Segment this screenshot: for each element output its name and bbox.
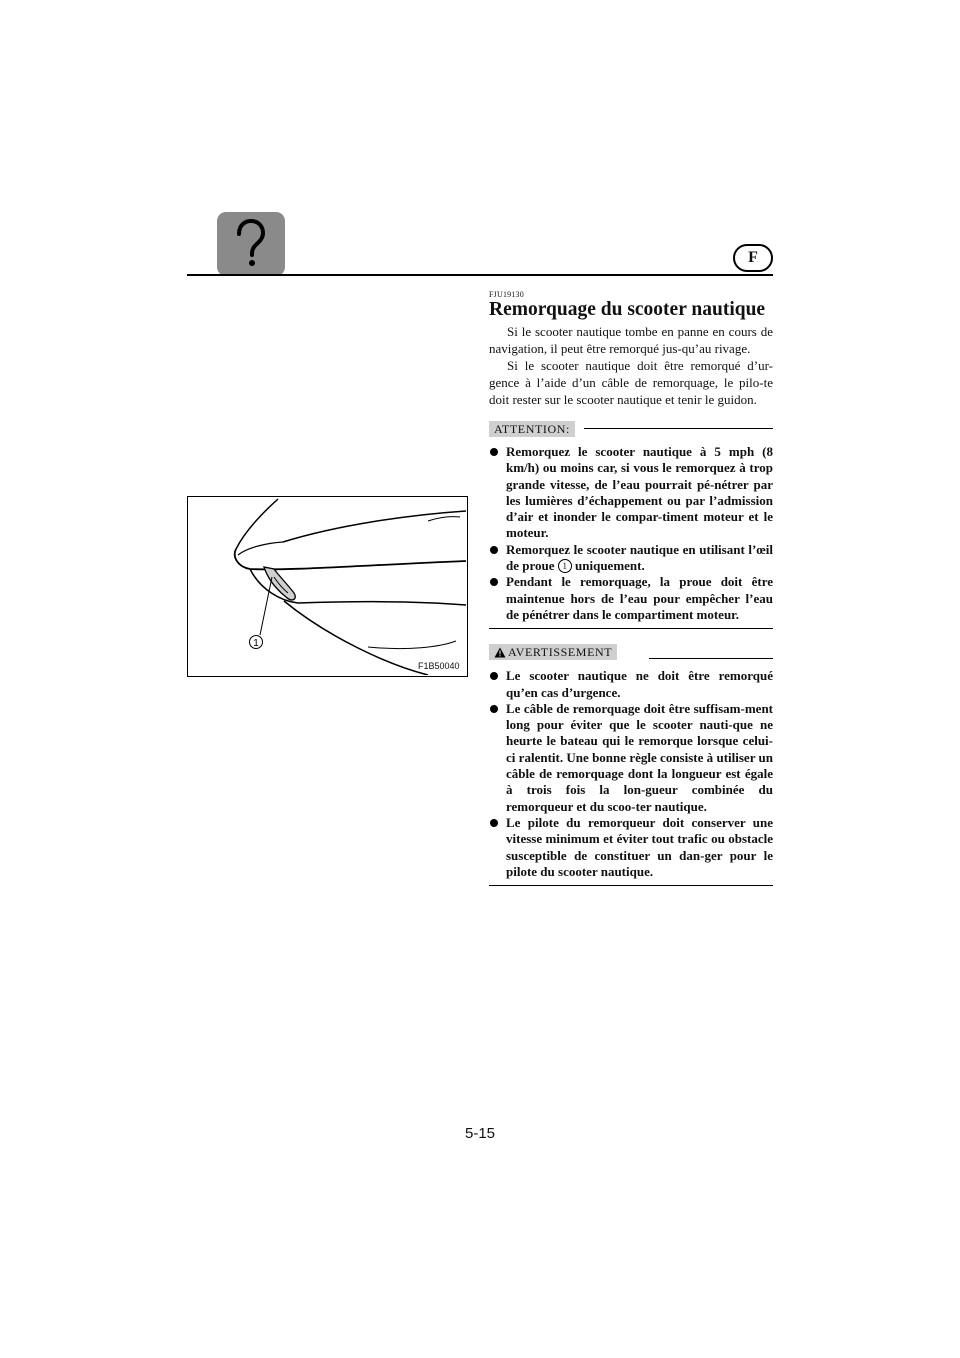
list-item: Le scooter nautique ne doit être remorqué qu’en cas d’urgence. [489,668,773,701]
list-item: Le câble de remorquage doit être suffisam-ment long pour éviter que le scooter nauti-que ne heurte le bateau qui le remorque lorsque celui-ci ralentit. Une bonne règle consiste à utiliser un câble de remorquage dont la longueur est égale à trois fois la lon-gueur combinée du remorqueur et du scoo-ter nautique. [489,701,773,815]
attention-list [489,444,773,623]
warning-list [489,668,773,880]
paragraph: Si le scooter nautique doit être remorqué d’ur-gence à l’aide d’un câble de remorquage, le pilo-te doit rester sur le scooter nautique et tenir le guidon. [489,358,773,407]
header-rule [187,274,773,276]
warning-closing-rule [489,885,773,886]
list-item: Remorquez le scooter nautique à 5 mph (8 km/h) ou moins car, si vous le remorquez à trop grande vitesse, de l’eau pourrait pé-nétrer par les lumières d’échappement ou par l’admission d’air et inonder le compar-timent moteur et le moteur. [489,444,773,542]
list-item: Remorquez le scooter nautique en utilisant l’œil de proue 1 uniquement. [489,542,773,575]
section-code: FJU19130 [489,290,524,299]
bullet-icon [490,672,498,680]
warning-rule [649,658,773,659]
list-item: Pendant le remorquage, la proue doit être maintenue hors de l’eau pour empêcher l’eau de pénétrer dans le compartiment moteur. [489,574,773,623]
bullet-icon [490,819,498,827]
attention-label: ATTENTION: [489,421,575,437]
bullet-icon [490,578,498,586]
figure-callout: 1 [253,638,259,649]
bow-illustration [188,497,466,675]
warning-header [489,644,773,660]
bullet-icon [490,705,498,713]
list-item: Le pilote du remorqueur doit conserver une vitesse minimum et éviter tout trafic ou obstacle susceptible de constituer un dan-ger pour le pilote du scooter nautique. [489,815,773,880]
attention-closing-rule [489,628,773,629]
bullet-icon [490,448,498,456]
warning-triangle-icon [494,647,506,658]
section-body [489,323,773,886]
figure-code: F1B50040 [418,661,460,671]
bullet-icon [490,546,498,554]
paragraph: Si le scooter nautique tombe en panne en cours de navigation, il peut être remorqué jus-qu’au rivage. [489,324,773,356]
page-number: 5-15 [464,1125,496,1142]
attention-header [489,421,773,437]
language-badge: F [733,244,773,272]
tow-eye-figure [187,496,468,677]
warning-label: AVERTISSEMENT [489,644,617,660]
callout-ref: 1 [558,559,572,573]
section-title: Remorquage du scooter nautique [489,299,766,320]
attention-rule [584,428,773,429]
help-question-icon [217,212,285,276]
